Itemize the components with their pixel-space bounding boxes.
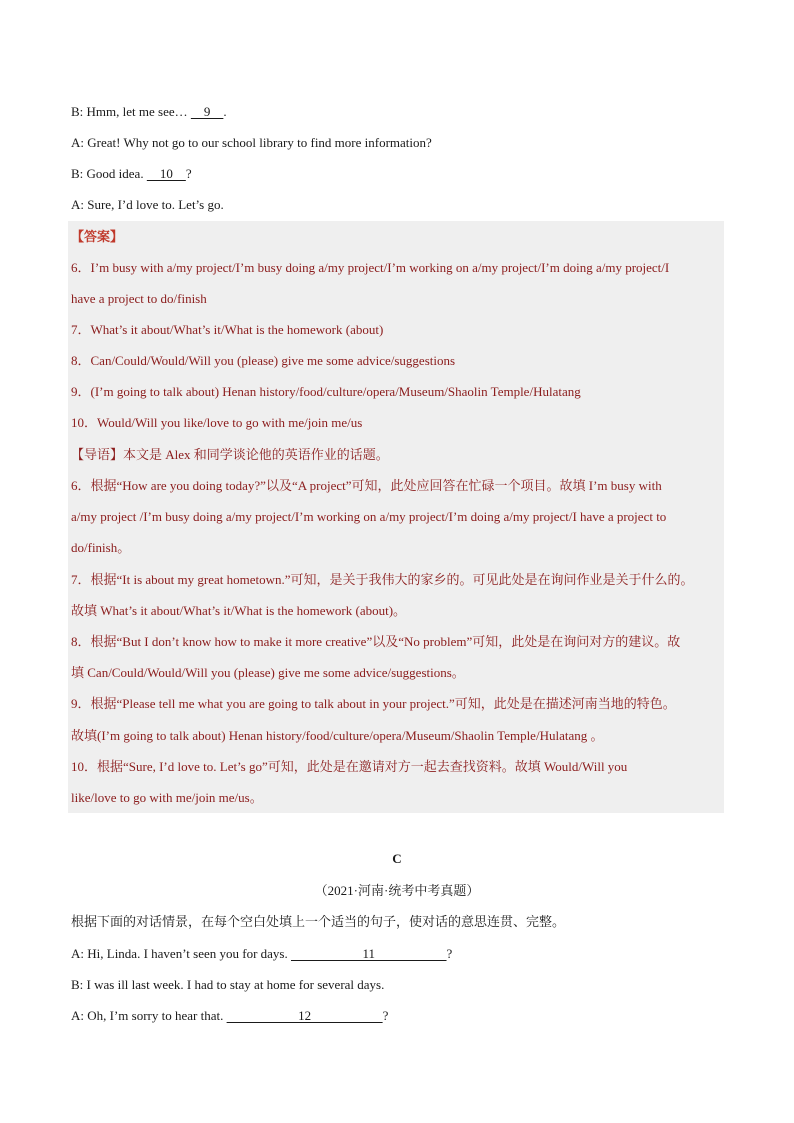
section-c-heading: C <box>392 851 402 866</box>
dialog-line-a-sure: A: Sure, I’d love to. Let’s go. <box>71 197 224 212</box>
guide-intro: 【导语】本文是 Alex 和同学谈论他的英语作业的话题。 <box>71 447 389 462</box>
dialog-text: A: Oh, I’m sorry to hear that. <box>71 1008 224 1023</box>
answer-9: 9．(I’m going to talk about) Henan history/food/culture/opera/Museum/Shaolin Temple/Hulatang <box>71 384 581 399</box>
guide-9-line2: 故填(I’m going to talk about) Henan history/food/culture/opera/Museum/Shaolin Temple/Hulatang 。 <box>71 728 604 743</box>
answer-6-line1: 6．I’m busy with a/my project/I’m busy doing a/my project/I’m working on a/my project/I’m doing a/my project/I <box>71 260 670 275</box>
dialog-punct: ? <box>185 166 192 181</box>
blank-11: 11 <box>290 946 447 961</box>
guide-7-line2: 故填 What’s it about/What’s it/What is the homework (about)。 <box>71 603 407 618</box>
guide-8-line1: 8．根据“But I don’t know how to make it more creative”以及“No problem”可知，此处是在询问对方的建议。故 <box>71 634 681 649</box>
dialog-line-b10 <box>71 165 731 183</box>
guide-9-line1: 9．根据“Please tell me what you are going to talk about in your project.”可知，此处是在描述河南当地的特色。 <box>71 696 676 711</box>
guide-10-line2: like/love to go with me/join me/us。 <box>71 790 263 805</box>
section-c-instruction: 根据下面的对话情景，在每个空白处填上一个适当的句子，使对话的意思连贯、完整。 <box>71 914 566 929</box>
dialog-line-b-ill: B: I was ill last week. I had to stay at home for several days. <box>71 977 385 992</box>
answer-8: 8．Can/Could/Would/Will you (please) give me some advice/suggestions <box>71 353 456 368</box>
answer-10: 10．Would/Will you like/love to go with me/join me/us <box>71 415 363 430</box>
section-c-source: （2021·河南·统考中考真题） <box>314 883 480 898</box>
dialog-line-a-library: A: Great! Why not go to our school library to find more information? <box>71 135 432 150</box>
blank-12: 12 <box>226 1008 383 1023</box>
dialog-line-a11 <box>71 945 731 963</box>
blank-9: 9 <box>190 104 224 119</box>
guide-7-line1: 7．根据“It is about my great hometown.”可知，是关于我伟大的家乡的。可见此处是在询问作业是关于什么的。 <box>71 572 694 587</box>
dialog-punct: ? <box>382 1008 389 1023</box>
blank-10: 10 <box>146 166 186 181</box>
answer-header: 【答案】 <box>71 229 124 244</box>
answer-7: 7．What’s it about/What’s it/What is the homework (about) <box>71 322 384 337</box>
guide-10-line1: 10．根据“Sure, I’d love to. Let’s go”可知，此处是在邀请对方一起去查找资料。故填 Would/Will you <box>71 759 628 774</box>
guide-8-line2: 填 Can/Could/Would/Will you (please) give me some advice/suggestions。 <box>71 665 465 680</box>
dialog-punct: ? <box>446 946 453 961</box>
answer-6-line2: have a project to do/finish <box>71 291 207 306</box>
dialog-text: B: Hmm, let me see… <box>71 104 188 119</box>
dialog-line-b9 <box>71 103 731 121</box>
guide-6-line1: 6．根据“How are you doing today?”以及“A project”可知，此处应回答在忙碌一个项目。故填 I’m busy with <box>71 478 662 493</box>
dialog-text: B: Good idea. <box>71 166 144 181</box>
dialog-text: A: Hi, Linda. I haven’t seen you for days. <box>71 946 288 961</box>
dialog-line-a12 <box>71 1007 731 1025</box>
guide-6-line2: a/my project /I’m busy doing a/my project/I’m working on a/my project/I’m doing a/my project/I have a project to <box>71 509 667 524</box>
guide-6-line3: do/finish。 <box>71 540 131 555</box>
dialog-punct: . <box>223 104 227 119</box>
